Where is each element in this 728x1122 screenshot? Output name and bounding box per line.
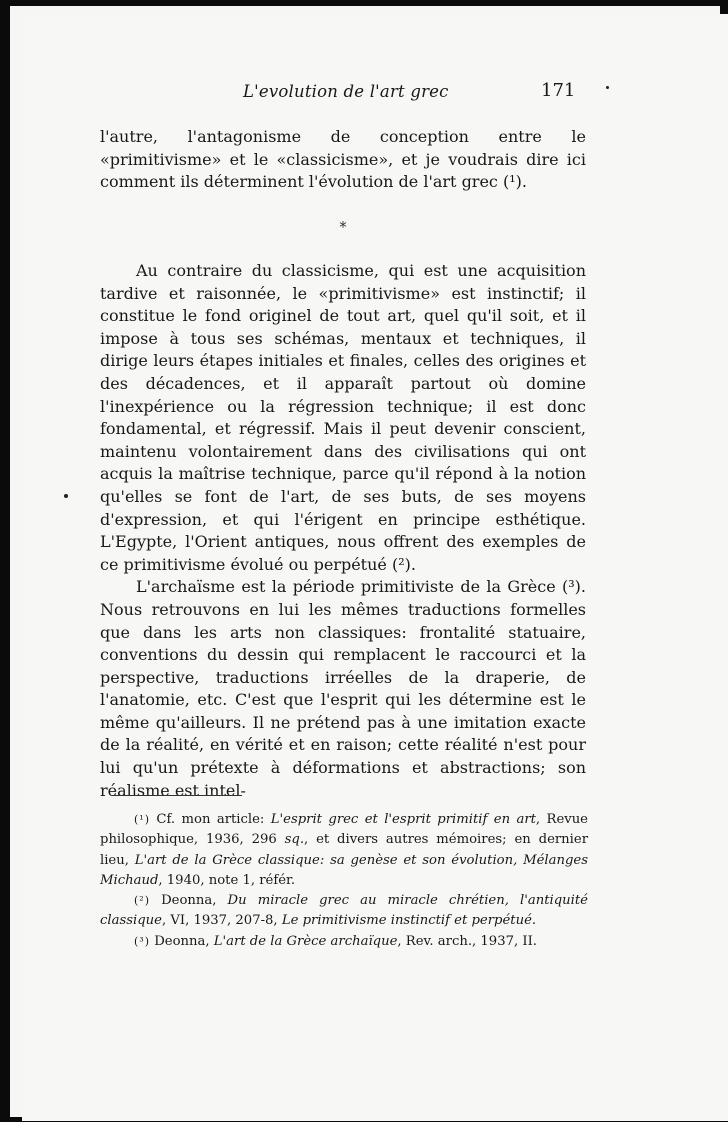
- section-separator: *: [339, 218, 347, 236]
- footnote-2-title-b: Le primitivisme instinctif et perpétué.: [281, 913, 537, 929]
- footnote-1-title-c: L'art de la Grèce classique: sa genèse et son évolution, Mélanges Michaud: [100, 852, 588, 888]
- footnote-1-text-b: , Revue philosophique, 1936, 296: [100, 812, 588, 848]
- footnote-2-text-b: , VI, 1937, 207-8,: [161, 913, 282, 929]
- footnote-1: [100, 810, 588, 891]
- footnotes: [100, 810, 588, 952]
- footnote-2: [100, 891, 588, 932]
- footnote-1-title-b: sq.: [284, 832, 305, 848]
- footnote-3-title-a: L'art de la Grèce archaïque: [213, 933, 398, 949]
- footnote-3-text-a: Deonna,: [154, 933, 214, 949]
- page-number: 171: [541, 80, 576, 101]
- book-page: [22, 14, 728, 1121]
- margin-speck: [606, 86, 609, 89]
- footnote-1-mark: (¹): [134, 813, 150, 826]
- footnote-2-text-a: Deonna,: [161, 893, 228, 909]
- footnote-3-mark: (³): [134, 934, 150, 948]
- footnote-3-text-b: , Rev. arch., 1937, II.: [397, 933, 537, 949]
- main-text: [100, 260, 586, 802]
- footnote-1-title-a: L'esprit grec et l'esprit primitif en art: [270, 812, 536, 827]
- paragraph-primitivism: Au contraire du classicisme, qui est une acquisition tardive et raisonnée, le «primitivisme» est instinctif; il constitue le fond originel de tout art, quel qu'il soit, et il impose à tous ses schémas, mentaux et techniques, il dirige leurs étapes initiales et finales, celles des origines et des décadences, et il apparaît partout où domine l'inexpérience ou la régression technique; il est donc fondamental, et régressif. Mais il peut devenir conscient, maintenu volontairement dans des civilisations qui ont acquis la maîtrise technique, parce qu'il répond à la notion qu'elles se font de l'art, de ses buts, de ses moyens d'expression, et qui l'érigent en principe esthétique. L'Egypte, l'Orient antiques, nous offrent des exemples de ce primitivisme évolué ou perpétué (²).: [100, 261, 586, 574]
- footnote-1-text-c: , et divers autres mémoires; en dernier lieu,: [100, 832, 588, 868]
- footnote-1-text-a: Cf. mon article:: [156, 812, 271, 827]
- footnote-3: [100, 932, 588, 952]
- paragraph-continuation-text: l'autre, l'antagonisme de conception entre le «primitivisme» et le «classicisme», et je voudrais dire ici comment ils déterminent l'évolution de l'art grec (¹).: [100, 127, 586, 192]
- footnote-1-text-d: , 1940, note 1, référ.: [158, 872, 296, 888]
- footnote-2-mark: (²): [134, 894, 150, 908]
- footnote-2-title-a: Du miracle grec au miracle chrétien, l'antiquité classique: [100, 893, 588, 929]
- margin-speck: [64, 494, 68, 498]
- page-header: [22, 78, 728, 108]
- paragraph-continuation: [100, 126, 586, 194]
- footnote-rule: [112, 795, 242, 796]
- paragraph-archaism: L'archaïsme est la période primitiviste de la Grèce (³). Nous retrouvons en lui les mêmes traductions formelles que dans les arts non classiques: frontalité statuaire, conventions du dessin qui remplacent le raccourci et la perspective, traductions irréelles de la draperie, de l'anatomie, etc. C'est que l'esprit qui les détermine est le même qu'ailleurs. Il ne prétend pas à une imitation exacte de la réalité, en vérité et en raison; cette réalité n'est pour lui qu'un prétexte à déformations et abstractions; son réalisme est intel-: [100, 577, 586, 800]
- running-title: L'evolution de l'art grec: [243, 82, 449, 101]
